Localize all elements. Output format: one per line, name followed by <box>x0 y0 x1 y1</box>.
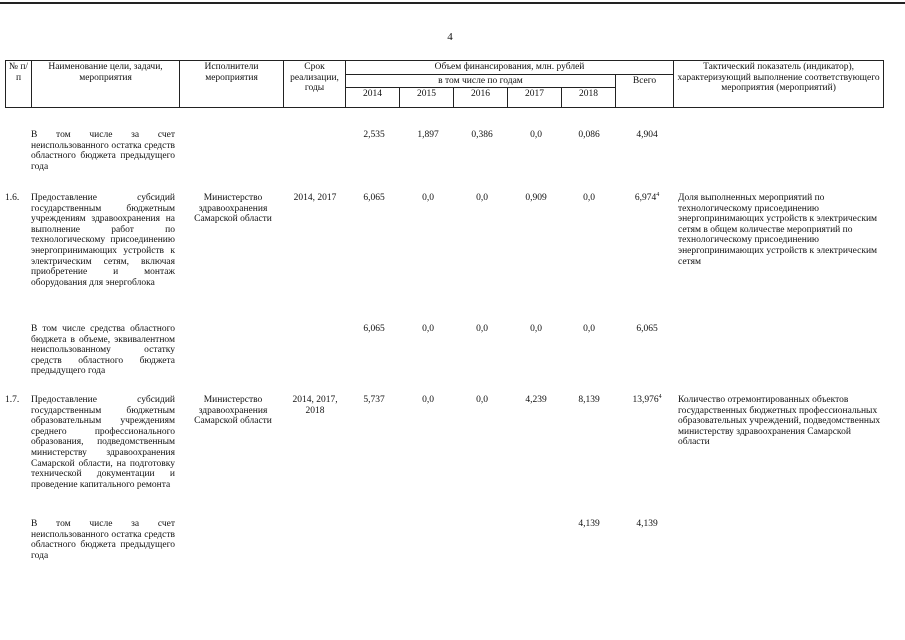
row-total: 6,974$^4$ <box>634 191 660 203</box>
row-total: 4,139 <box>636 519 658 529</box>
row-value-2014: 6,065 <box>363 193 385 203</box>
row-name: В том числе за счет неиспользованного остатка средств областного бюджета предыдущего года <box>31 519 175 561</box>
header-by-years: в том числе по годам <box>346 74 616 88</box>
header-funding: Объем финансирования, млн. рублей <box>346 61 674 75</box>
row-num: 1.6. <box>5 193 20 203</box>
footnote-mark: 4 <box>658 393 662 400</box>
header-year: 2017 <box>508 88 562 108</box>
row-term: 2014, 2017, 2018 <box>292 395 338 416</box>
row-value-2014: 5,737 <box>363 395 385 405</box>
footnote-mark: 4 <box>656 191 660 198</box>
row-term: 2014, 2017 <box>293 193 337 203</box>
row-value-2017: 0,909 <box>525 193 547 203</box>
row-value-2014: 2,535 <box>363 130 385 140</box>
header-executor: Исполнители мероприятия <box>180 61 284 108</box>
header-indicator: Тактический показатель (индикатор), характеризующий выполнение соответствующего мероприятия (мероприятий) <box>674 61 884 108</box>
row-num: 1.7. <box>5 395 20 405</box>
row-value-2017: 0,0 <box>530 324 542 334</box>
row-value-2016: 0,0 <box>476 193 488 203</box>
row-name: Предоставление субсидий государственным бюджетным учреждениям здравоохранения на выполнение работ по технологическому присоединению энергопринимающих устройств к электрическим сетям, включая приобретение и монтаж оборудования для энергоблока <box>31 193 175 288</box>
row-value-2018: 0,086 <box>578 130 600 140</box>
row-value-2018: 0,0 <box>583 324 595 334</box>
row-name: В том числе средства областного бюджета в объеме, эквивалентном неиспользованному остатку средств областного бюджета предыдущего года <box>31 324 175 377</box>
row-value-2017: 4,239 <box>525 395 547 405</box>
row-total: 6,065 <box>636 324 658 334</box>
header-num: № п/п <box>6 61 32 108</box>
row-value-2016: 0,386 <box>471 130 493 140</box>
row-value-2015: 0,0 <box>422 193 434 203</box>
row-total: 13,976$^4$ <box>632 393 662 405</box>
row-value-2015: 0,0 <box>422 324 434 334</box>
row-total: 4,904 <box>636 130 658 140</box>
header-year: 2015 <box>400 88 454 108</box>
header-year: 2018 <box>562 88 616 108</box>
row-executor: Министерство здравоохранения Самарской области <box>194 193 272 225</box>
row-indicator: Доля выполненных мероприятий по технологическому присоединению энергопринимающих устройств к электрическим сетям в общем количестве мероприятий по технологическому присоединению энергопринимающих устройств к электрическим сетям <box>678 193 878 267</box>
header-year: 2014 <box>346 88 400 108</box>
row-value-2018: 8,139 <box>578 395 600 405</box>
header-year: 2016 <box>454 88 508 108</box>
row-value-2018: 0,0 <box>583 193 595 203</box>
page-number: 4 <box>447 31 453 43</box>
top-border-rule <box>0 2 905 4</box>
row-value-2014: 6,065 <box>363 324 385 334</box>
header-term: Срок реализации, годы <box>284 61 346 108</box>
row-name: Предоставление субсидий государственным бюджетным образовательным учреждениям среднего профессионального образования, подведомственным министерству здравоохранения Самарской области, на подготовку технической документации и проведение капитального ремонта <box>31 395 175 490</box>
row-value-2016: 0,0 <box>476 324 488 334</box>
header-name: Наименование цели, задачи, мероприятия <box>32 61 180 108</box>
row-indicator: Количество отремонтированных объектов государственных бюджетных профессиональных образовательных учреждений, подведомственных министерству здравоохранения Самарской области <box>678 395 881 448</box>
row-name: В том числе за счет неиспользованного остатка средств областного бюджета предыдущего года <box>31 130 175 172</box>
table-header <box>5 60 884 108</box>
row-value-2018: 4,139 <box>578 519 600 529</box>
row-value-2015: 1,897 <box>417 130 439 140</box>
header-total: Всего <box>616 74 674 108</box>
row-value-2015: 0,0 <box>422 395 434 405</box>
row-value-2017: 0,0 <box>530 130 542 140</box>
row-executor: Министерство здравоохранения Самарской области <box>194 395 272 427</box>
row-value-2016: 0,0 <box>476 395 488 405</box>
